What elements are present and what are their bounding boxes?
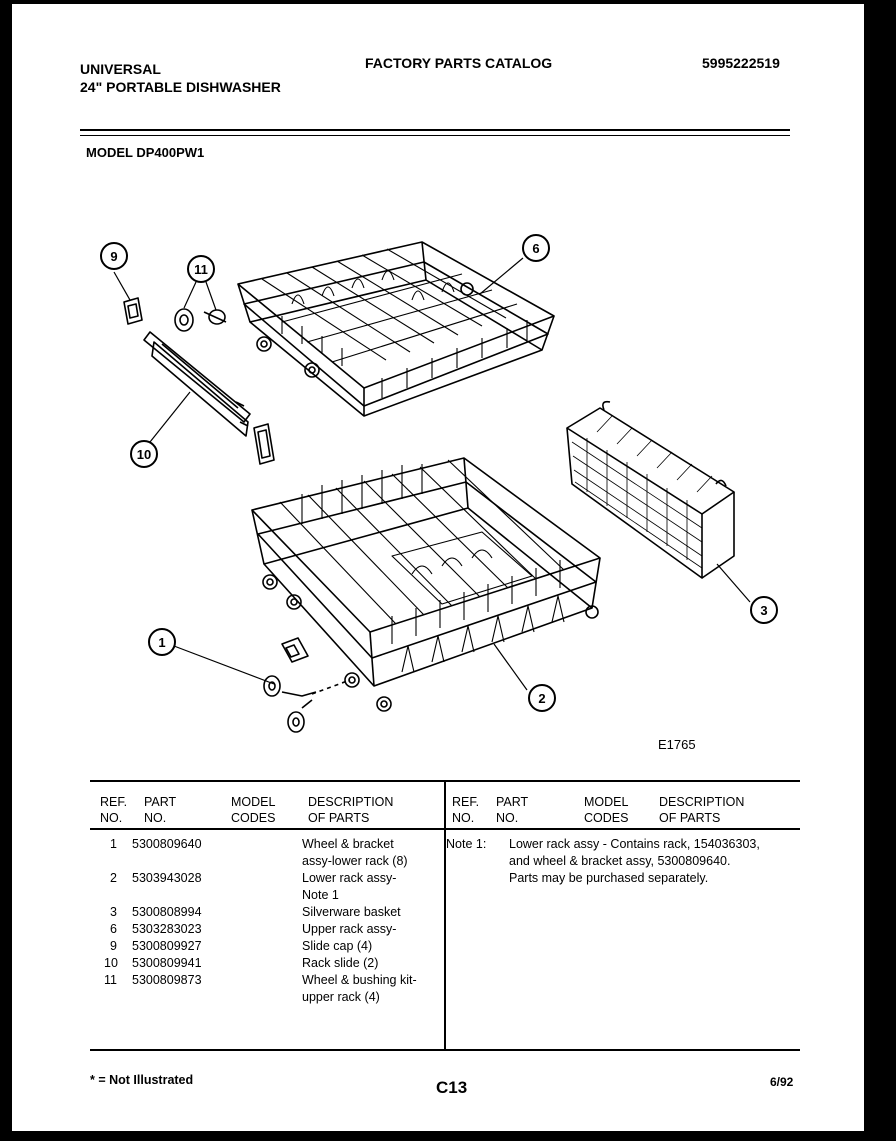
header-description-right: DESCRIPTION OF PARTS [659, 795, 745, 825]
row-9-part: 5300809927 [132, 939, 202, 953]
wheel-bracket-drawing [264, 638, 350, 732]
row-3-ref: 3 [110, 905, 117, 919]
leader-lines [114, 258, 750, 690]
table-divider [444, 780, 446, 1050]
row-11-ref: 11 [104, 973, 117, 987]
header-description: DESCRIPTION OF PARTS [308, 795, 394, 825]
row-10-desc: Rack slide (2) [302, 956, 379, 970]
note-label: Note 1: [446, 837, 487, 851]
row-1-ref: 1 [110, 837, 117, 851]
row-11-part: 5300809873 [132, 973, 202, 987]
upper-rack-drawing [238, 242, 554, 416]
model-label: MODEL DP400PW1 [86, 145, 205, 160]
product-name: 24" PORTABLE DISHWASHER [80, 79, 281, 95]
callout-11: 11 [187, 255, 215, 283]
callout-9: 9 [100, 242, 128, 270]
row-6-ref: 6 [110, 922, 117, 936]
row-2-ref: 2 [110, 871, 117, 885]
row-2-desc: Lower rack assy- Note 1 [302, 871, 397, 902]
callout-6: 6 [522, 234, 550, 262]
header-model-codes-right: MODEL CODES [584, 795, 629, 825]
note-text: Lower rack assy - Contains rack, 154036303, and wheel & bracket assy, 5300809640. Parts may be purchased separately. [509, 837, 760, 885]
header-part-no: PART NO. [144, 795, 177, 825]
row-1-part: 5300809640 [132, 837, 202, 851]
row-2-part: 5303943028 [132, 871, 202, 885]
rack-slide-drawing [144, 332, 274, 464]
row-9-desc: Slide cap (4) [302, 939, 373, 953]
header-ref-no-right: REF. NO. [452, 795, 480, 825]
callout-2: 2 [528, 684, 556, 712]
table-rule-bottom [90, 1049, 800, 1051]
callout-3: 3 [750, 596, 778, 624]
catalog-title: FACTORY PARTS CATALOG [365, 55, 553, 71]
not-illustrated-legend: * = Not Illustrated [90, 1073, 194, 1087]
catalog-number: 5995222519 [702, 55, 780, 71]
callout-10: 10 [130, 440, 158, 468]
slide-cap-drawing [124, 298, 142, 324]
row-11-desc: Wheel & bushing kit- upper rack (4) [302, 973, 417, 1004]
brand-name: UNIVERSAL [80, 61, 161, 77]
upper-wheel-drawing [175, 309, 226, 331]
header-model-codes: MODEL CODES [231, 795, 276, 825]
catalog-page [12, 4, 864, 1131]
row-10-part: 5300809941 [132, 956, 202, 970]
callout-1: 1 [148, 628, 176, 656]
lower-rack-drawing [252, 458, 600, 711]
revision-date: 6/92 [770, 1075, 794, 1089]
row-6-desc: Upper rack assy- [302, 922, 397, 936]
figure-code: E1765 [658, 737, 696, 752]
exploded-parts-diagram [12, 4, 864, 764]
row-10-ref: 10 [104, 956, 118, 970]
header-part-no-right: PART NO. [496, 795, 529, 825]
row-3-desc: Silverware basket [302, 905, 401, 919]
page-code: C13 [436, 1078, 468, 1097]
row-1-desc: Wheel & bracket assy-lower rack (8) [302, 837, 408, 868]
header-ref-no: REF. NO. [100, 795, 128, 825]
row-3-part: 5300808994 [132, 905, 202, 919]
row-6-part: 5303283023 [132, 922, 202, 936]
row-9-ref: 9 [110, 939, 117, 953]
